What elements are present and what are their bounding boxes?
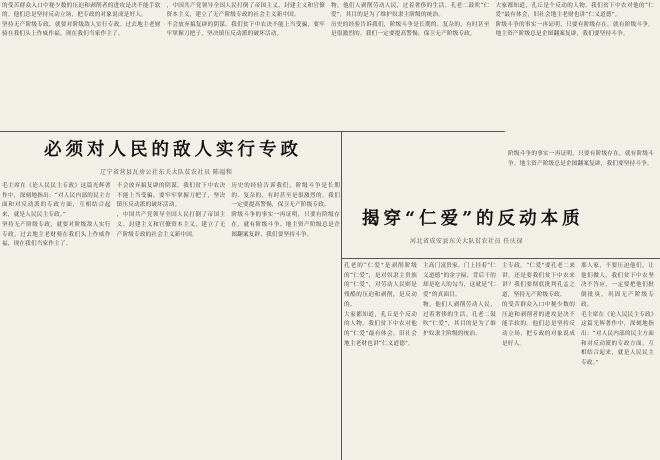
- body-text: 那人家，不要压迫他们，让他们做人，我们贫下中农坚决不答应，一定要把他们批倒批臭，巩固无产阶级专政。: [581, 263, 654, 308]
- text-column: [502, 262, 575, 458]
- body-text: 历史的经验告诉我们，阶级斗争是长期的、复杂的，有时甚至是很激烈的。我们一定要提高警惕，保卫无产阶级专政。: [231, 183, 341, 209]
- text-column: [496, 2, 655, 130]
- top-article-columns: [2, 2, 654, 130]
- body-text: 毛主席在《论人民民主专政》这篇光辉著作中，深刻地指出：“对人民内部的民主方面和对反动派的专政方面，互相结合起来，就是人民民主专政。”: [2, 183, 111, 219]
- headline-left: 必须对人民的敌人实行专政: [44, 140, 302, 160]
- headline-right-suffix: 的反动本质: [476, 209, 584, 229]
- body-text: ，中国共产党领导全国人民打倒了帝国主义、封建主义和官僚资本主义，建立了无产阶级专政的社会主义新中国。: [116, 212, 226, 238]
- text-column: [423, 262, 496, 458]
- left-article-columns: [2, 182, 340, 458]
- text-column: [117, 182, 226, 458]
- text-column: [231, 182, 340, 458]
- text-column: [2, 182, 111, 458]
- body-text: 大家都知道，孔丘是个反动的人物。我们贫下中农对他的“仁爱”最有体会，旧社会地主老财也讲“仁义道德”。: [495, 3, 654, 19]
- body-text: 的受苦群众入口中秘少数的压迫和剥削者的进攻是决不能手软的。他们总是坚持反动立场，把专政的对象说成是好人。: [502, 301, 575, 347]
- body-text: ，中国共产党领导全国人民打倒了帝国主义、封建主义和官僚资本主义，建立了无产阶级专政的社会主义新中国。: [166, 3, 325, 19]
- byline-right: 河北省成安县东关大队贫农社员 任庆禄: [410, 238, 523, 245]
- body-text: 大家都知道，孔丘是个反动的人物。我们贫下中农对他的“仁爱”最有体会，旧社会地主老财也讲“仁义道德”。: [344, 311, 417, 347]
- body-text: 阶级斗争的事实一再证明，只要有阶级存在，就有阶级斗争。地主资产阶级总是企图翻案复辟，我们要坚持斗争。: [231, 212, 341, 238]
- body-text: 毛主席在《论人民民主专政》这篇光辉著作中，深刻地指出：“对人民内部的民主方面和对反动派的专政方面，互相结合起来，就是人民民主专政。”: [581, 311, 654, 367]
- body-text: 主高门富贵家，门上挂着“仁义道德”的金字匾，背后干的却是吃人的勾当，这就是“仁爱”的真面目。: [423, 263, 496, 299]
- byline-left: 辽宁省营县瓦房公社东关大队贫农社员 陈福和: [100, 169, 233, 176]
- body-text: 阶级斗争的事实一再证明，只要有阶级存在，就有阶级斗争。地主资产阶级总是企图翻案复辟，我们要坚持斗争。: [508, 151, 654, 167]
- section-rule: [0, 131, 505, 132]
- body-text: 坚持无产阶级专政，就要对阶级敌人实行专政。过去地主老财骑在我们头上作威作福，现在我们当家作主了。: [2, 221, 111, 248]
- headline-right-quote: “仁爱”: [405, 209, 477, 229]
- section-rule: [341, 258, 660, 259]
- body-text: 孔老的“仁爱”是剥削阶级的“仁爱”，是对奴隶主贵族的“仁爱”，对劳动人民则是残酷的压迫和剥削，是反动的。: [344, 263, 417, 308]
- column-rule: [341, 131, 342, 460]
- text-column: [508, 150, 654, 258]
- body-text: 历史的经验告诉我们，阶级斗争是长期的、复杂的，有时甚至是很激烈的。我们一定要提高警惕，保卫无产阶级专政。: [331, 21, 490, 37]
- text-column: [344, 262, 417, 458]
- text-column: [581, 262, 654, 458]
- body-text: 物，他们人剥削劳动人民，过着奢侈的生活。孔老二鼓吹“仁爱”，其目的是为了维护奴隶主阶级的统治。: [331, 3, 490, 19]
- body-text: 不会放弃搞复辟的阴谋。我们贫下中农决不能上当受骗，要牢牢掌握刀把子，坚决镇压反动派的破坏活动。: [166, 21, 325, 37]
- body-text: 物，他们人剥削劳动人民，过着奢侈的生活。孔老二鼓吹“仁爱”，其目的是为了维护奴隶主阶级的统治。: [423, 301, 496, 337]
- text-column: [167, 2, 326, 130]
- text-column: [2, 2, 161, 130]
- right-top-columns: [508, 150, 654, 258]
- headline-right-prefix: 揭穿: [362, 209, 405, 229]
- body-text: 主专政，“仁爱”要孔老二来讲，还是要我们贫下中农来讲？我们要彻底批判孔孟之道，坚持无产阶级专政。: [502, 263, 575, 299]
- body-text: 坚持无产阶级专政，就要对阶级敌人实行专政。过去地主老财骑在我们头上作威作福，现在我们当家作主了。: [2, 21, 161, 37]
- body-text: 的受苦群众入口中秘少数的压迫和剥削者的进攻是决不能手软的。他们总是坚持反动立场，把专政的对象说成是好人。: [2, 3, 161, 19]
- headline-right: [362, 205, 584, 230]
- body-text: 阶级斗争的事实一再证明，只要有阶级存在，就有阶级斗争。地主资产阶级总是企图翻案复辟，我们要坚持斗争。: [495, 21, 654, 37]
- body-text: 不会放弃搞复辟的阴谋。我们贫下中农决不能上当受骗，要牢牢掌握刀把子，坚决镇压反动派的破坏活动。: [116, 183, 226, 209]
- right-article-columns: [344, 262, 654, 458]
- text-column: [331, 2, 490, 130]
